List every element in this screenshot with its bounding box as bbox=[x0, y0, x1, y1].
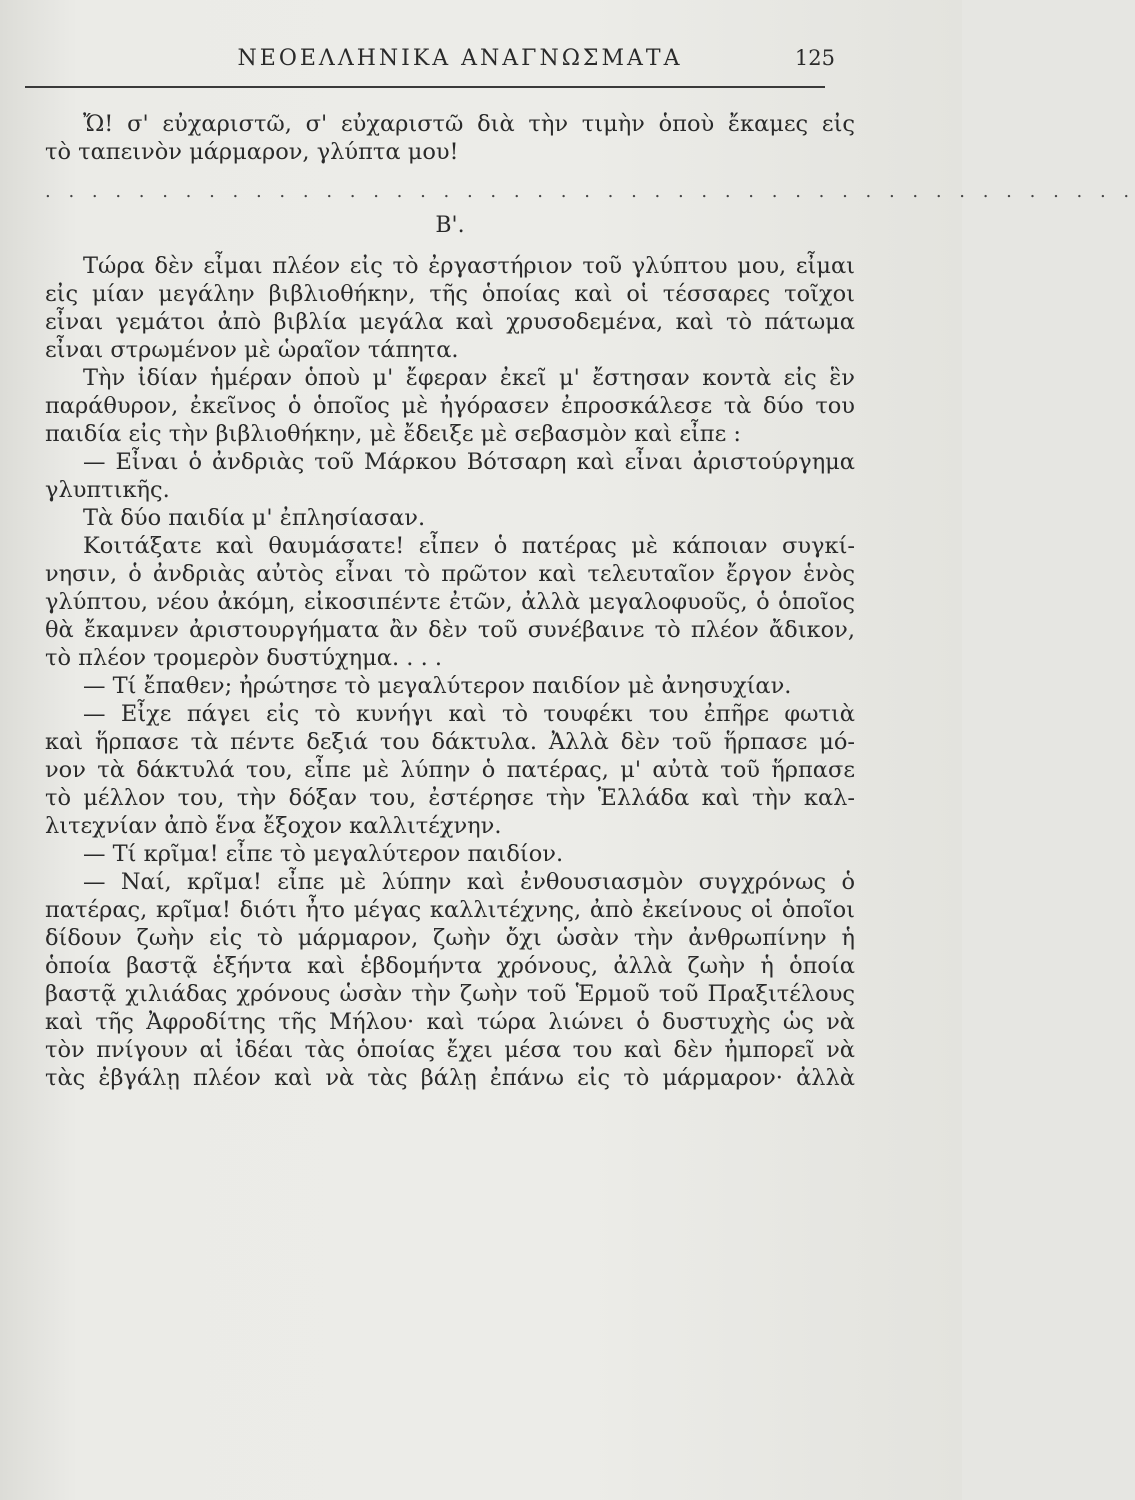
text-line: Τὰ δύο παιδία μ' ἐπλησίασαν. bbox=[83, 505, 426, 531]
text-line: Κοιτάξατε καὶ θαυμάσατε! εἶπεν ὁ πατέρας μὲ κάποιαν συγκί- bbox=[83, 533, 855, 559]
page-number: 125 bbox=[794, 46, 835, 70]
header-rule bbox=[25, 86, 825, 88]
text-line: καὶ ἥρπασε τὰ πέντε δεξιά του δάκτυλα. Ἀλλὰ δὲν τοῦ ἥρπασε μό- bbox=[45, 729, 855, 755]
text-line: λιτεχνίαν ἀπὸ ἕνα ἔξοχον καλλιτέχνην. bbox=[45, 813, 502, 839]
text-line: τὸ μέλλον του, τὴν δόξαν του, ἐστέρησε τὴν Ἑλλάδα καὶ τὴν καλ- bbox=[45, 785, 855, 811]
text-line: νησιν, ὁ ἀνδριὰς αὐτὸς εἶναι τὸ πρῶτον καὶ τελευταῖον ἔργον ἑνὸς bbox=[45, 561, 855, 587]
body-text bbox=[45, 110, 1135, 1092]
text-line: — Εἶχε πάγει εἰς τὸ κυνήγι καὶ τὸ τουφέκι του ἐπῆρε φωτιὰ bbox=[83, 701, 855, 727]
text-line: ὁποία βαστᾷ ἑξήντα καὶ ἑβδομήντα χρόνους, ἀλλὰ ζωὴν ἡ ὁποία bbox=[45, 953, 855, 979]
text-line: παράθυρον, ἐκεῖνος ὁ ὁποῖος μὲ ἠγόρασεν ἐπροσκάλεσε τὰ δύο του bbox=[45, 393, 855, 419]
text-line: πατέρας, κρῖμα! διότι ἦτο μέγας καλλιτέχνης, ἀπὸ ἐκείνους οἱ ὁποῖοι bbox=[45, 897, 855, 923]
text-line: τὸν πνίγουν αἱ ἰδέαι τὰς ὁποίας ἔχει μέσα του καὶ δὲν ἠμπορεῖ νὰ bbox=[45, 1037, 855, 1063]
text-line: γλύπτου, νέου ἀκόμη, εἰκοσιπέντε ἐτῶν, ἀλλὰ μεγαλοφυοῦς, ὁ ὁποῖος bbox=[45, 589, 855, 615]
text-line: τὰς ἐβγάλῃ πλέον καὶ νὰ τὰς βάλῃ ἐπάνω εἰς τὸ μάρμαρον· ἀλλὰ bbox=[45, 1065, 855, 1091]
text-line: τὸ πλέον τρομερὸν δυστύχημα. . . . bbox=[45, 645, 443, 671]
text-line: — Εἶναι ὁ ἀνδριὰς τοῦ Μάρκου Βότσαρη καὶ εἶναι ἀριστούργημα bbox=[83, 449, 855, 475]
dotted-separator: . . . . . . . . . . . . . . . . . . . . . . . . . . . . . . . . . . . . . . . . . . . . . . . bbox=[45, 181, 1135, 202]
text-line: καὶ τῆς Ἀφροδίτης τῆς Μήλου· καὶ τώρα λιώνει ὁ δυστυχὴς ὡς νὰ bbox=[45, 1009, 855, 1035]
text-line: νον τὰ δάκτυλά του, εἶπε μὲ λύπην ὁ πατέρας, μ' αὐτὰ τοῦ ἥρπασε bbox=[45, 757, 855, 783]
text-line: εἶναι στρωμένον μὲ ὡραῖον τάπητα. bbox=[45, 337, 459, 363]
text-line: τὸ ταπεινὸν μάρμαρον, γλύπτα μου! bbox=[45, 139, 459, 165]
text-line: εἰς μίαν μεγάλην βιβλιοθήκην, τῆς ὁποίας καὶ οἱ τέσσαρες τοῖχοι bbox=[45, 281, 855, 307]
text-line: Ὤ! σ' εὐχαριστῶ, σ' εὐχαριστῶ διὰ τὴν τιμὴν ὁποὺ ἔκαμες εἰς bbox=[83, 111, 855, 137]
text-line: εἶναι γεμάτοι ἀπὸ βιβλία μεγάλα καὶ χρυσοδεμένα, καὶ τὸ πάτωμα bbox=[45, 309, 855, 335]
text-line: — Ναί, κρῖμα! εἶπε μὲ λύπην καὶ ἐνθουσιασμὸν συγχρόνως ὁ bbox=[83, 869, 855, 895]
text-line: Τὴν ἰδίαν ἡμέραν ὁποὺ μ' ἔφεραν ἐκεῖ μ' ἔστησαν κοντὰ εἰς ἓν bbox=[83, 365, 855, 391]
text-line: — Τί κρῖμα! εἶπε τὸ μεγαλύτερον παιδίον. bbox=[83, 841, 564, 867]
text-line: γλυπτικῆς. bbox=[45, 477, 170, 503]
running-title: ΝΕΟΕΛΛΗΝΙΚΑ ΑΝΑΓΝΩΣΜΑΤΑ bbox=[237, 46, 683, 71]
text-line: θὰ ἔκαμνεν ἀριστουργήματα ἂν δὲν τοῦ συνέβαινε τὸ πλέον ἄδικον, bbox=[45, 617, 855, 643]
text-line: — Τί ἔπαθεν; ἠρώτησε τὸ μεγαλύτερον παιδίον μὲ ἀνησυχίαν. bbox=[83, 673, 792, 699]
text-line: δίδουν ζωὴν εἰς τὸ μάρμαρον, ζωὴν ὄχι ὡσὰν τὴν ἀνθρωπίνην ἡ bbox=[45, 925, 855, 951]
text-line: παιδία εἰς τὴν βιβλιοθήκην, μὲ ἔδειξε μὲ σεβασμὸν καὶ εἶπε : bbox=[45, 421, 741, 447]
page-header bbox=[95, 46, 835, 80]
text-line: Τώρα δὲν εἶμαι πλέον εἰς τὸ ἐργαστήριον τοῦ γλύπτου μου, εἶμαι bbox=[83, 253, 855, 279]
text-line: βαστᾷ χιλιάδας χρόνους ὡσὰν τὴν ζωὴν τοῦ Ἑρμοῦ τοῦ Πραξιτέλους bbox=[45, 981, 855, 1007]
section-heading: Β'. bbox=[435, 213, 465, 238]
